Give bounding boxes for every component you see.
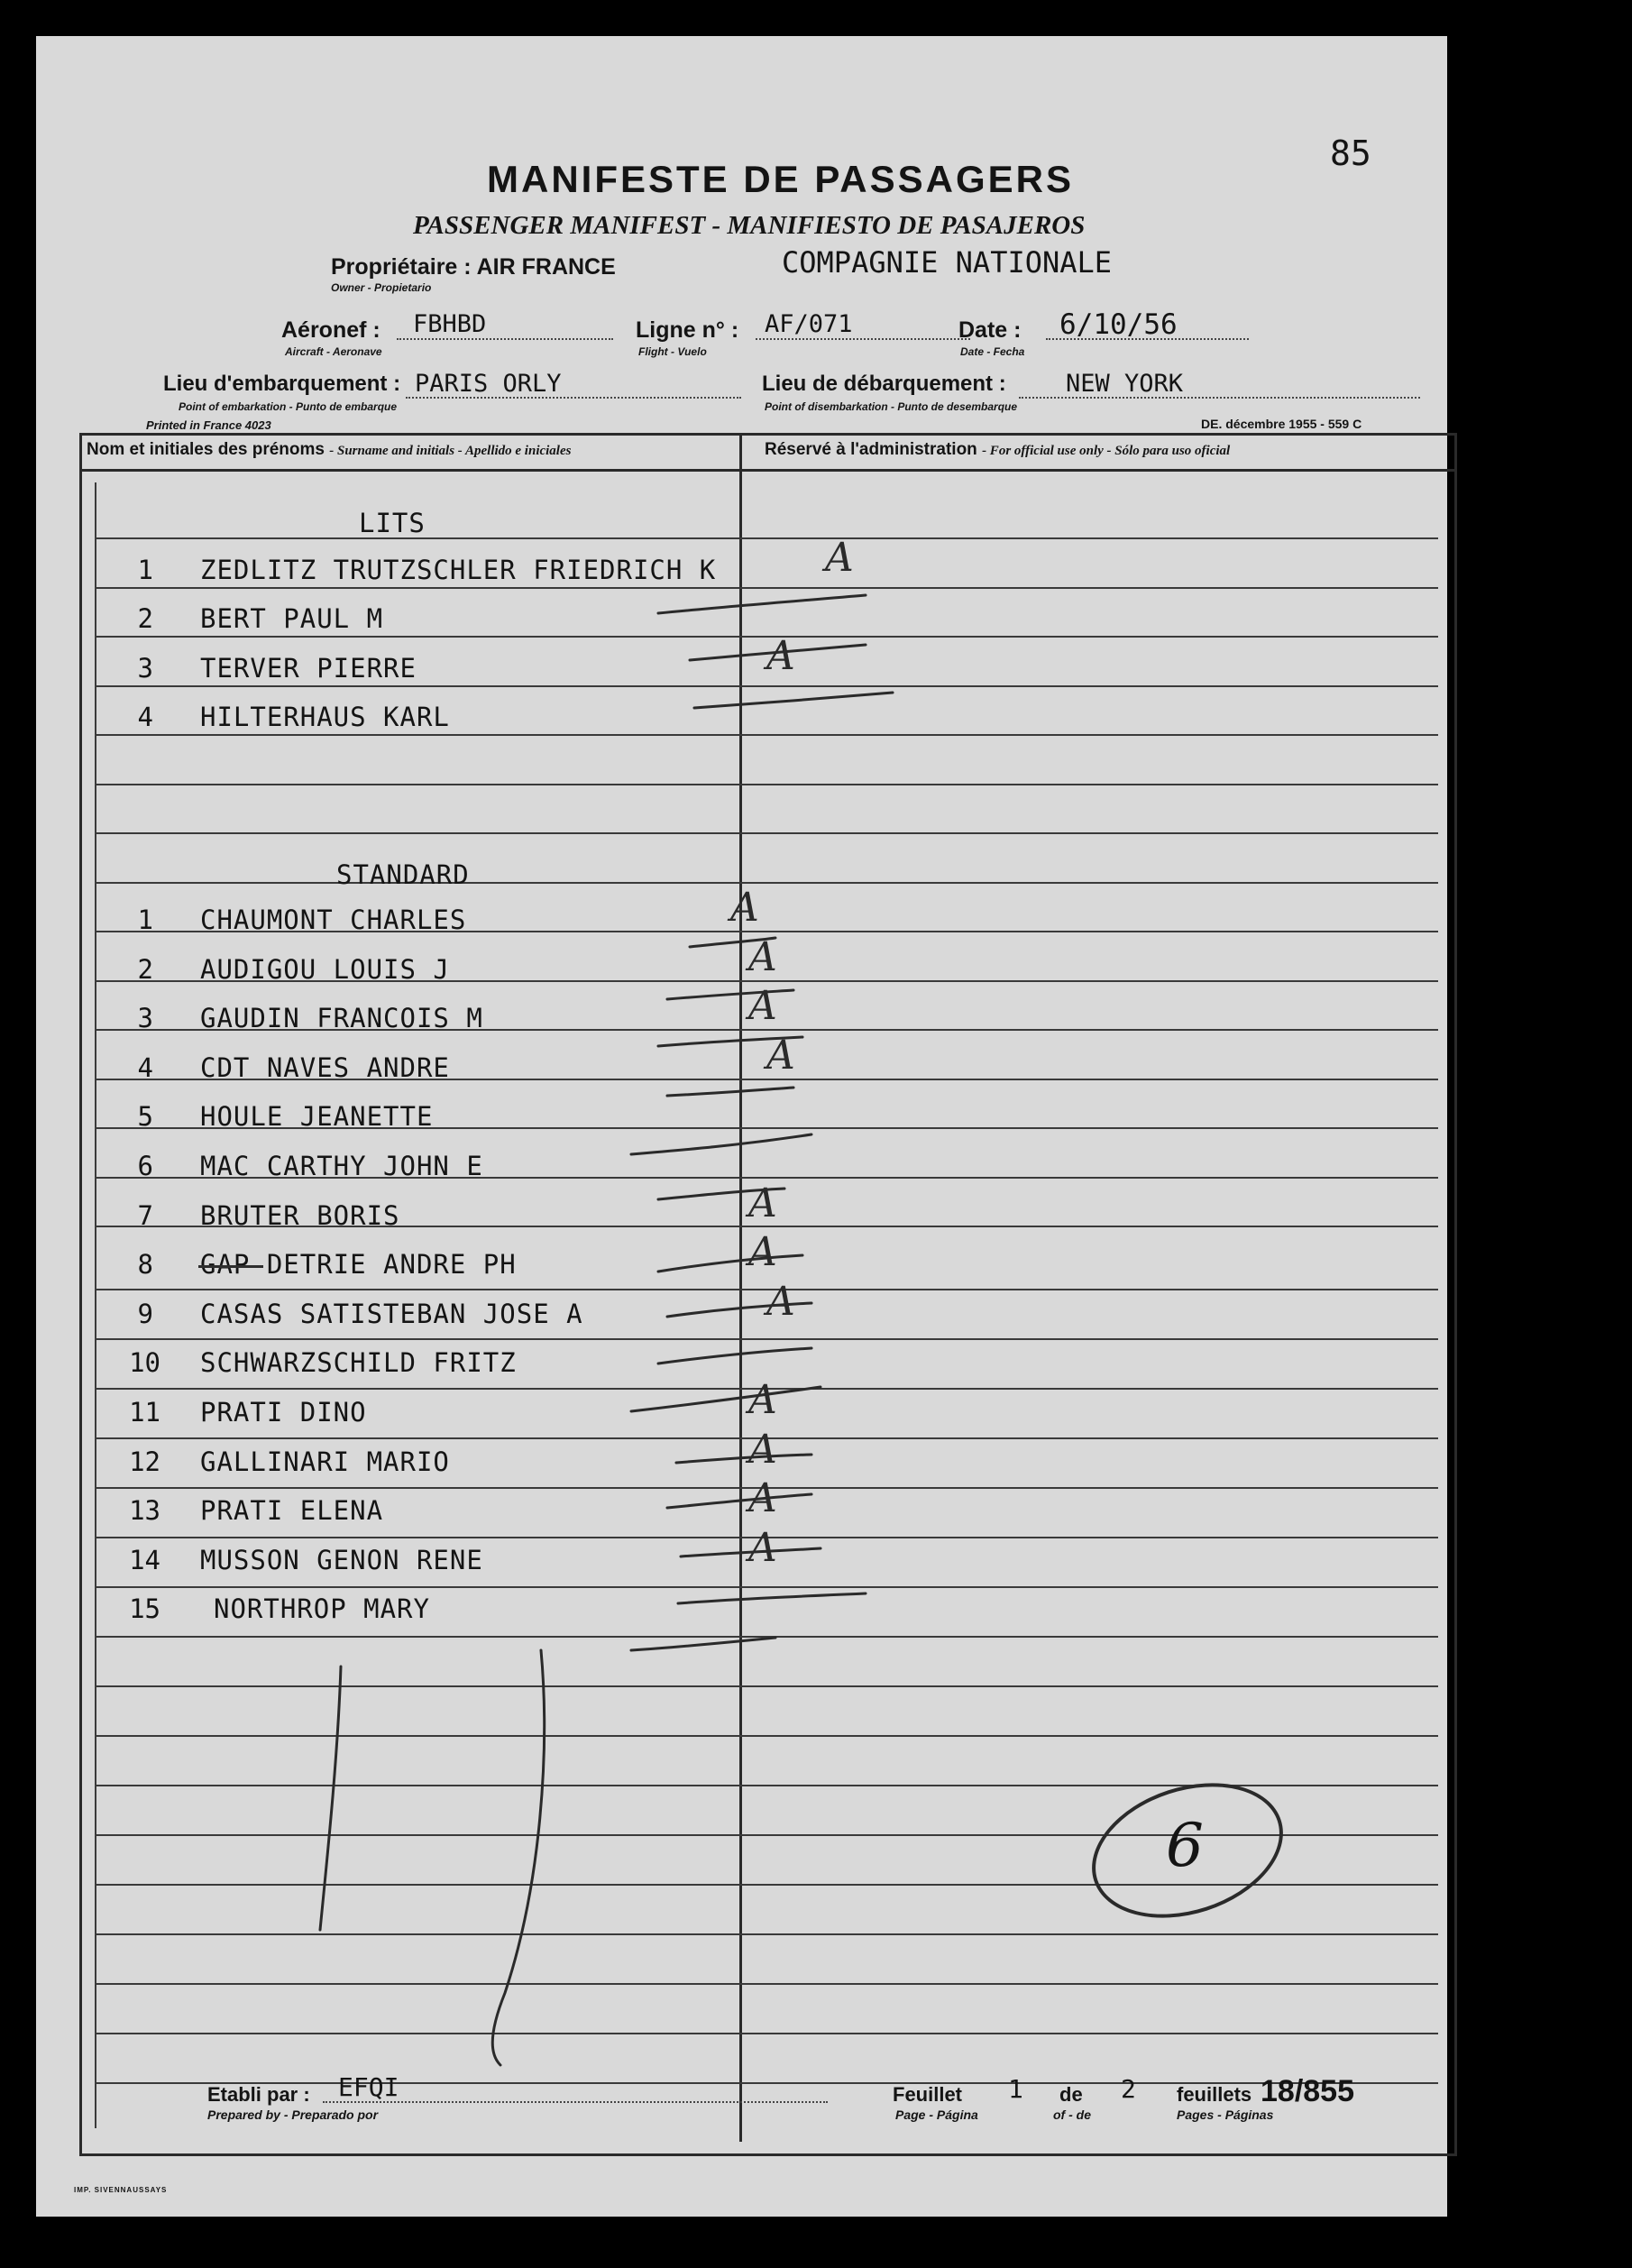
page-value: 1 [1008, 2074, 1023, 2104]
aircraft-value: FBHBD [413, 310, 487, 338]
passenger-name: SCHWARZSCHILD FRITZ [200, 1347, 517, 1378]
section-heading-lits: LITS [359, 508, 426, 538]
check-stroke [631, 1638, 775, 1650]
prepared-underline [323, 2101, 828, 2103]
prepared-value: EFQI [338, 2072, 399, 2102]
reference-number: 18/855 [1261, 2074, 1354, 2108]
passenger-name: PRATI ELENA [200, 1495, 384, 1526]
passenger-name: BRUTER BORIS [200, 1200, 400, 1231]
check-stroke [658, 1255, 802, 1272]
aircraft-label: Aéronef : [281, 317, 380, 343]
admin-check-mark: A [766, 633, 795, 679]
check-stroke [658, 1189, 784, 1199]
disembark-label: Lieu de débarquement : [762, 372, 1006, 396]
bracket-stroke [492, 1650, 544, 2065]
admin-check-mark: A [748, 1229, 777, 1275]
date-value: 6/10/56 [1059, 308, 1178, 341]
passenger-name: TERVER PIERRE [200, 653, 417, 684]
pages-label: feuillets [1177, 2083, 1252, 2106]
disembark-sub: Point of disembarkation - Punto de desembarque [765, 400, 1018, 413]
check-stroke [631, 1387, 821, 1411]
imprint: IMP. SIVENNAUSSAYS [74, 2186, 168, 2194]
passenger-number: 12 [129, 1446, 160, 1477]
admin-check-mark: A [825, 535, 854, 581]
check-stroke [678, 1593, 866, 1603]
admin-check-mark: A [730, 885, 759, 931]
passenger-number: 5 [137, 1101, 153, 1132]
check-stroke [667, 1303, 811, 1317]
passenger-name: AUDIGOU LOUIS J [200, 954, 450, 985]
admin-check-mark: A [748, 1180, 777, 1226]
passenger-name: MUSSON GENON RENE [200, 1545, 483, 1575]
admin-check-mark: A [748, 983, 777, 1029]
printed-note: Printed in France 4023 [146, 418, 271, 432]
admin-check-mark: A [748, 934, 777, 980]
passenger-number: 1 [137, 555, 153, 585]
manifest-title: MANIFESTE DE PASSAGERS [487, 158, 1074, 200]
passenger-name: HILTERHAUS KARL [200, 702, 450, 732]
col2-header-sub: - For official use only - Sólo para uso oficial [982, 444, 1231, 458]
passenger-number: 2 [137, 954, 153, 985]
passenger-number: 14 [129, 1545, 160, 1575]
circled-stamp-number: 6 [1166, 1811, 1204, 1880]
check-stroke [681, 1548, 821, 1556]
manifest-subtitle: PASSENGER MANIFEST - MANIFIESTO DE PASAJEROS [413, 211, 1086, 240]
check-stroke [658, 1037, 802, 1046]
admin-check-mark: A [748, 1525, 777, 1571]
admin-check-mark: A [766, 1279, 795, 1325]
flight-sub: Flight - Vuelo [638, 345, 707, 358]
passenger-number: 4 [137, 1052, 153, 1083]
manifest-sheet [36, 36, 1447, 2217]
passenger-name: GAP DETRIE ANDRE PH [200, 1249, 517, 1280]
check-stroke [658, 1348, 811, 1364]
flight-label: Ligne n° : [636, 317, 739, 343]
check-stroke [667, 990, 793, 999]
passenger-name: CASAS SATISTEBAN JOSE A [200, 1299, 583, 1329]
passenger-number: 3 [137, 653, 153, 684]
passenger-name: BERT PAUL M [200, 603, 384, 634]
passenger-number: 6 [137, 1151, 153, 1181]
disembark-value: NEW YORK [1066, 370, 1184, 398]
company-name: COMPAGNIE NATIONALE [782, 245, 1113, 280]
check-stroke [694, 693, 893, 708]
owner-sub: Owner - Propietario [331, 281, 432, 294]
passenger-name: GAUDIN FRANCOIS M [200, 1003, 483, 1033]
passenger-number: 13 [129, 1495, 160, 1526]
check-stroke [676, 1455, 811, 1463]
page-label: Feuillet [893, 2083, 963, 2106]
admin-check-mark: A [748, 1427, 777, 1473]
embark-sub: Point of embarkation - Punto de embarque [179, 400, 398, 413]
check-stroke [667, 1494, 811, 1508]
passenger-number: 3 [137, 1003, 153, 1033]
passenger-name: GALLINARI MARIO [200, 1446, 450, 1477]
page-number: 85 [1330, 133, 1371, 173]
section-heading-standard: STANDARD [336, 859, 470, 890]
col1-header-sub: - Surname and initials - Apellido e iniciales [329, 444, 572, 458]
aircraft-sub: Aircraft - Aeronave [285, 345, 382, 358]
passenger-number: 10 [129, 1347, 160, 1378]
of-sub: of - de [1053, 2107, 1091, 2122]
passenger-name: PRATI DINO [200, 1397, 367, 1428]
of-label: de [1059, 2083, 1083, 2106]
passenger-number: 2 [137, 603, 153, 634]
owner-label: Propriétaire : AIR FRANCE [331, 254, 616, 280]
passenger-name: MAC CARTHY JOHN E [200, 1151, 483, 1181]
date-label: Date : [958, 317, 1022, 343]
embark-label: Lieu d'embarquement : [163, 372, 401, 396]
date-sub: Date - Fecha [960, 345, 1025, 358]
admin-check-mark: A [766, 1033, 795, 1079]
admin-check-mark: A [748, 1377, 777, 1423]
passenger-name: ZEDLITZ TRUTZSCHLER FRIEDRICH K [200, 555, 717, 585]
passenger-number: 8 [137, 1249, 153, 1280]
pages-sub: Pages - Páginas [1177, 2107, 1274, 2122]
passenger-number: 15 [129, 1593, 160, 1624]
passenger-name: CDT NAVES ANDRE [200, 1052, 450, 1083]
passenger-name: NORTHROP MARY [214, 1593, 430, 1624]
check-stroke [658, 595, 866, 613]
form-code: DE. décembre 1955 - 559 C [1201, 417, 1362, 431]
page-sub: Page - Página [895, 2107, 978, 2122]
embark-value: PARIS ORLY [415, 370, 562, 398]
passenger-name: CHAUMONT CHARLES [200, 904, 467, 935]
check-stroke [690, 938, 775, 947]
passenger-number: 1 [137, 904, 153, 935]
col1-header-text: Nom et initiales des prénoms [87, 440, 325, 459]
bracket-stroke [320, 1667, 341, 1930]
admin-check-mark: A [748, 1475, 777, 1521]
flight-value: AF/071 [765, 310, 853, 338]
passenger-name: HOULE JEANETTE [200, 1101, 434, 1132]
passenger-number: 7 [137, 1200, 153, 1231]
prepared-label: Etabli par : [207, 2083, 310, 2106]
prepared-sub: Prepared by - Preparado por [207, 2107, 379, 2122]
check-stroke [667, 1088, 793, 1096]
col2-header-text: Réservé à l'administration [765, 440, 977, 459]
passenger-number: 4 [137, 702, 153, 732]
check-stroke [631, 1134, 811, 1154]
passenger-number: 9 [137, 1299, 153, 1329]
passenger-number: 11 [129, 1397, 160, 1428]
check-stroke [690, 645, 866, 660]
of-value: 2 [1121, 2074, 1136, 2104]
